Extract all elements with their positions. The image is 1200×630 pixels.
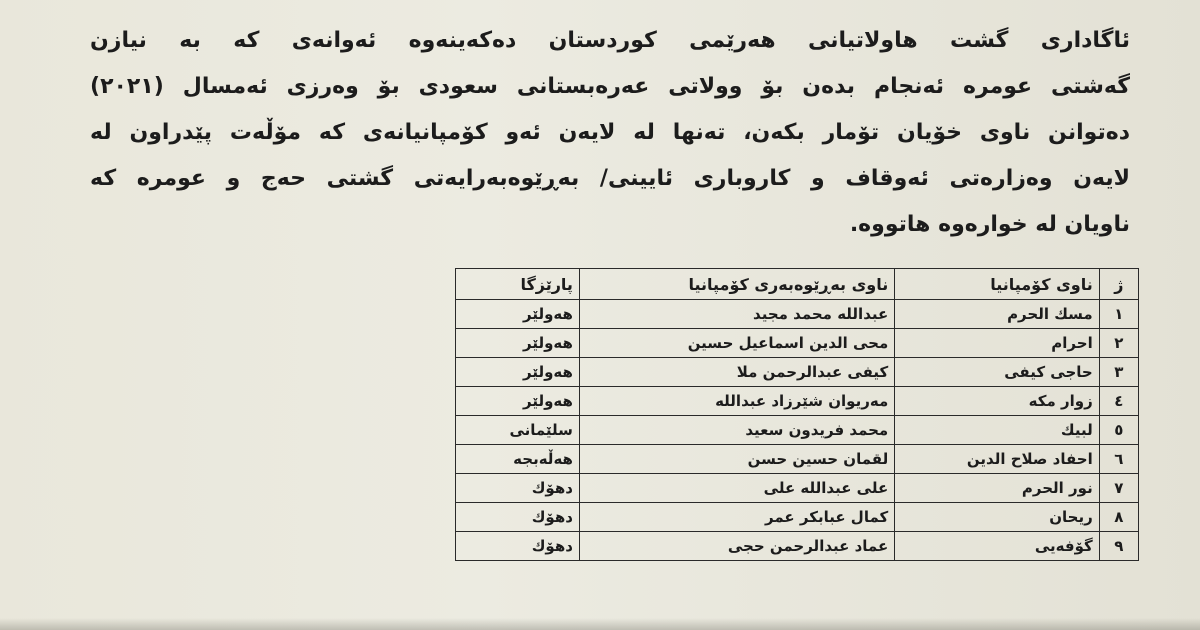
cell-company: گۆفەیی [895, 532, 1099, 561]
table-row [456, 387, 1139, 416]
cell-num: ٥ [1099, 416, 1138, 445]
cell-company: ريحان [895, 503, 1099, 532]
cell-company: حاجى كيفى [895, 358, 1099, 387]
cell-company: نور الحرم [895, 474, 1099, 503]
cell-manager: محمد فريدون سعيد [579, 416, 894, 445]
cell-province: دهۆك [456, 503, 580, 532]
table-row [456, 503, 1139, 532]
cell-province: دهۆك [456, 532, 580, 561]
notice-line: ئاگاداری گشت هاولاتیانی هەرێمی کوردستان دەکەینەوە ئەوانەی کە بە نیازن [90, 28, 1130, 53]
header-company: ناوی کۆمپانیا [895, 269, 1099, 300]
notice-line: گەشتی عومرە ئەنجام بدەن بۆ وولاتی عەرەبستانی سعودی بۆ وەرزی ئەمسال (٢٠٢١) [90, 74, 1130, 99]
cell-num: ٧ [1099, 474, 1138, 503]
cell-company: احفاد صلاح الدين [895, 445, 1099, 474]
table-row [456, 300, 1139, 329]
cell-manager: عبدالله محمد مجيد [579, 300, 894, 329]
cell-manager: مەريوان شێرزاد عبدالله [579, 387, 894, 416]
header-manager: ناوی بەڕێوەبەری کۆمپانیا [579, 269, 894, 300]
cell-company: مسك الحرم [895, 300, 1099, 329]
cell-num: ٦ [1099, 445, 1138, 474]
cell-manager: كيفى عبدالرحمن ملا [579, 358, 894, 387]
cell-company: زوار مكه [895, 387, 1099, 416]
cell-manager: كمال عبابكر عمر [579, 503, 894, 532]
cell-num: ٤ [1099, 387, 1138, 416]
page-edge-shadow [0, 618, 1200, 630]
companies-table [455, 268, 1139, 561]
cell-manager: لقمان حسين حسن [579, 445, 894, 474]
cell-company: احرام [895, 329, 1099, 358]
notice-line: لایەن وەزارەتی ئەوقاف و کاروباری ئایینی/ بەڕێوەبەرایەتی گشتی حەج و عومرە کە [90, 166, 1130, 191]
table-row [456, 358, 1139, 387]
cell-manager: على عبدالله على [579, 474, 894, 503]
cell-num: ٨ [1099, 503, 1138, 532]
notice-line: ناویان لە خوارەوە هاتووە. [849, 212, 1130, 237]
cell-num: ٣ [1099, 358, 1138, 387]
table-row [456, 474, 1139, 503]
header-province: پارێزگا [456, 269, 580, 300]
cell-province: هەولێر [456, 329, 580, 358]
cell-province: هەولێر [456, 387, 580, 416]
notice-line: دەتوانن ناوی خۆیان تۆمار بکەن، تەنها لە لایەن ئەو کۆمپانیانەی کە مۆڵەت پێدراون لە [90, 120, 1130, 145]
cell-num: ١ [1099, 300, 1138, 329]
table-row [456, 416, 1139, 445]
cell-num: ٩ [1099, 532, 1138, 561]
table-row [456, 532, 1139, 561]
cell-province: سلێمانی [456, 416, 580, 445]
cell-manager: محى الدين اسماعيل حسين [579, 329, 894, 358]
table-header-row [456, 269, 1139, 300]
cell-manager: عماد عبدالرحمن حجى [579, 532, 894, 561]
cell-province: هەولێر [456, 358, 580, 387]
cell-province: دهۆك [456, 474, 580, 503]
notice-paragraph [90, 18, 1130, 248]
table-row [456, 329, 1139, 358]
header-num: ژ [1099, 269, 1138, 300]
cell-province: هەڵەبجە [456, 445, 580, 474]
cell-province: هەولێر [456, 300, 580, 329]
cell-num: ٢ [1099, 329, 1138, 358]
table-row [456, 445, 1139, 474]
cell-company: لبيك [895, 416, 1099, 445]
